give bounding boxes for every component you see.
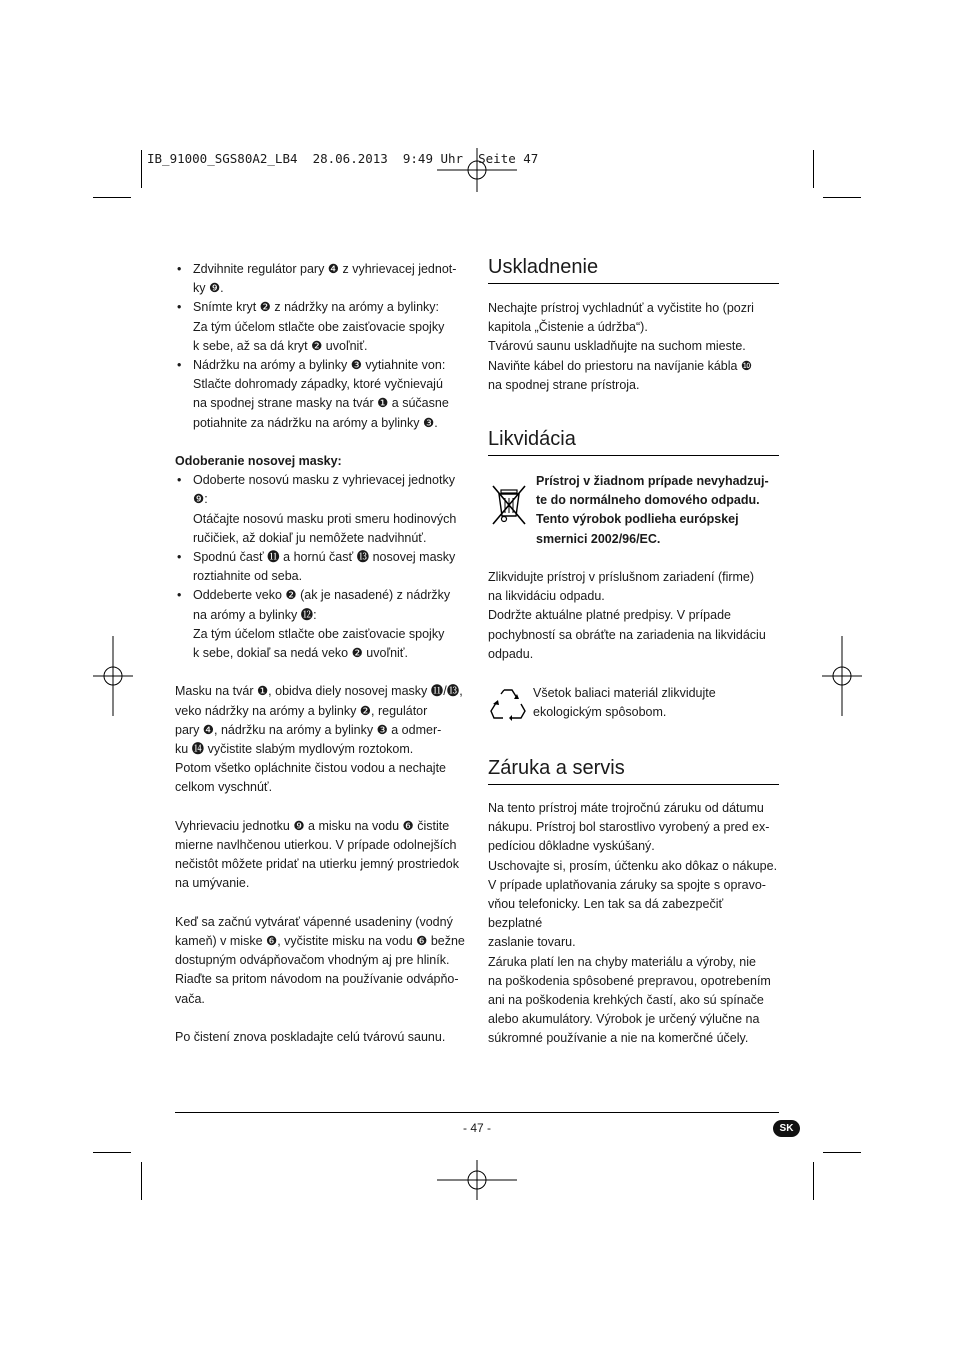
storage-text: Nechajte prístroj vychladnúť a vyčistite ho (pozri kapitola „Čistenie a údržba“). Tvárovú saunu uskladňujte na suchom mieste. Naviňte kábel do priestoru na navíjanie kábla ❿ na spodnej strane prístroja. bbox=[488, 301, 754, 392]
disposal-text: Zlikvidujte prístroj v príslušnom zariadení (firme) na likvidáciu odpadu. Dodržte aktuálne platné predpisy. V prípade pochybností sa obráťte na zariadenia na likvidáciu odpadu. bbox=[488, 570, 766, 661]
heading-disposal: Likvidácia bbox=[488, 427, 779, 456]
left-column bbox=[175, 260, 467, 1047]
list-item: • Snímte kryt ❷ z nádržky na arómy a bylinky: Za tým účelom stlačte obe zaisťovacie spojky k sebe, až sa dá kryt ❷ uvoľniť. bbox=[175, 298, 467, 356]
paragraph-descaling: Keď sa začnú vytvárať vápenné usadeniny (vodný kameň) v miske ❻, vyčistite misku na vodu ❻ bežne dostupným odvápňovačom vhodným aj pre hliník. Riaďte sa pritom návodom na používanie odvápňo- vača. bbox=[175, 914, 465, 1006]
footer-rule bbox=[175, 1112, 779, 1113]
list-item: • Odoberte nosovú masku z vyhrievacej jednotky ❾: Otáčajte nosovú masku proti smeru hodinových ručičiek, až dokiaľ ju nemôžete nadvihnúť. bbox=[175, 471, 467, 548]
paragraph-heating-unit: Vyhrievaciu jednotku ❾ a misku na vodu ❻ čistite mierne navlhčenou utierkou. V prípade odolnejších nečistôt môžete pridať na utierku jemný prostriedok na umývanie. bbox=[175, 818, 459, 891]
warranty-text: Na tento prístroj máte trojročnú záruku od dátumu nákupu. Prístroj bol starostlivo vyrobený a pred ex- pedíciou dôkladne vyskúšaný. Uschovajte si, prosím, účtenku ako dôkaz o nákupe. V prípade uplatňovania záruky sa spojte s opravo- vňou telefonicky. Len tak sa dá zabezpečiť bezplatné zaslanie tovaru. Záruka platí len na chyby materiálu a výroby, nie na poškodenia spôsobené prepravou, opotrebením ani na poškodenia krehkých častí, ako sú spínače alebo akumulátory. Výrobok je určený výlučne na súkromné používanie a nie na komerčné účely. bbox=[488, 801, 778, 1046]
registration-mark-right bbox=[822, 636, 862, 716]
bullet-list-nose-mask bbox=[175, 471, 467, 663]
registration-mark-left bbox=[93, 636, 133, 716]
recycle-text: Všetok baliaci materiál zlikvidujte ekologickým spôsobom. bbox=[533, 686, 716, 720]
crossed-out-wheelie-bin-icon bbox=[491, 484, 527, 526]
recycle-icon bbox=[488, 684, 528, 724]
bullet-list-disassembly bbox=[175, 260, 467, 433]
list-item: • Oddeberte veko ❷ (ak je nasadené) z nádržky na arómy a bylinky ⓬: Za tým účelom stlačte obe zaisťovacie spojky k sebe, dokiaľ sa nedá veko ❷ uvoľniť. bbox=[175, 586, 467, 663]
language-badge: SK bbox=[773, 1120, 800, 1137]
paragraph-reassemble: Po čistení znova poskladajte celú tvárovú saunu. bbox=[175, 1030, 446, 1045]
subheading-nose-mask: Odoberanie nosovej masky: bbox=[175, 454, 342, 469]
disposal-warning: Prístroj v žiadnom prípade nevyhadzuj- te do normálneho domového odpadu. Tento výrobok podlieha európskej smernici 2002/96/EC. bbox=[536, 474, 769, 546]
heading-warranty: Záruka a servis bbox=[488, 756, 779, 785]
print-header-code: IB_91000_SGS80A2_LB4 28.06.2013 9:49 Uhr Seite 47 bbox=[147, 151, 539, 166]
list-item: • Nádržku na arómy a bylinky ❸ vytiahnite von: Stlačte dohromady západky, ktoré vyčnievajú na spodnej strane masky na tvár ❶ a súčasne potiahnite za nádržku na arómy a bylinky ❸. bbox=[175, 356, 467, 433]
page-number: - 47 - bbox=[462, 1121, 491, 1135]
heading-storage: Uskladnenie bbox=[488, 255, 779, 284]
list-item: • Spodnú časť ⓫ a hornú časť ⓭ nosovej masky roztiahnite od seba. bbox=[175, 548, 467, 586]
paragraph-cleaning-parts: Masku na tvár ❶, obidva diely nosovej masky ⓫/⓭, veko nádržky na arómy a bylinky ❷, regulátor pary ❹, nádržku na arómy a bylinky ❸ a odmer- ku ⓮ vyčistite slabým mydlovým roztokom. Potom všetko opláchnite čistou vodou a nechajte celkom vyschnúť. bbox=[175, 684, 463, 795]
registration-mark-bottom bbox=[437, 1160, 517, 1200]
list-item: • Zdvihnite regulátor pary ❹ z vyhrievacej jednot- ky ❾. bbox=[175, 260, 467, 298]
